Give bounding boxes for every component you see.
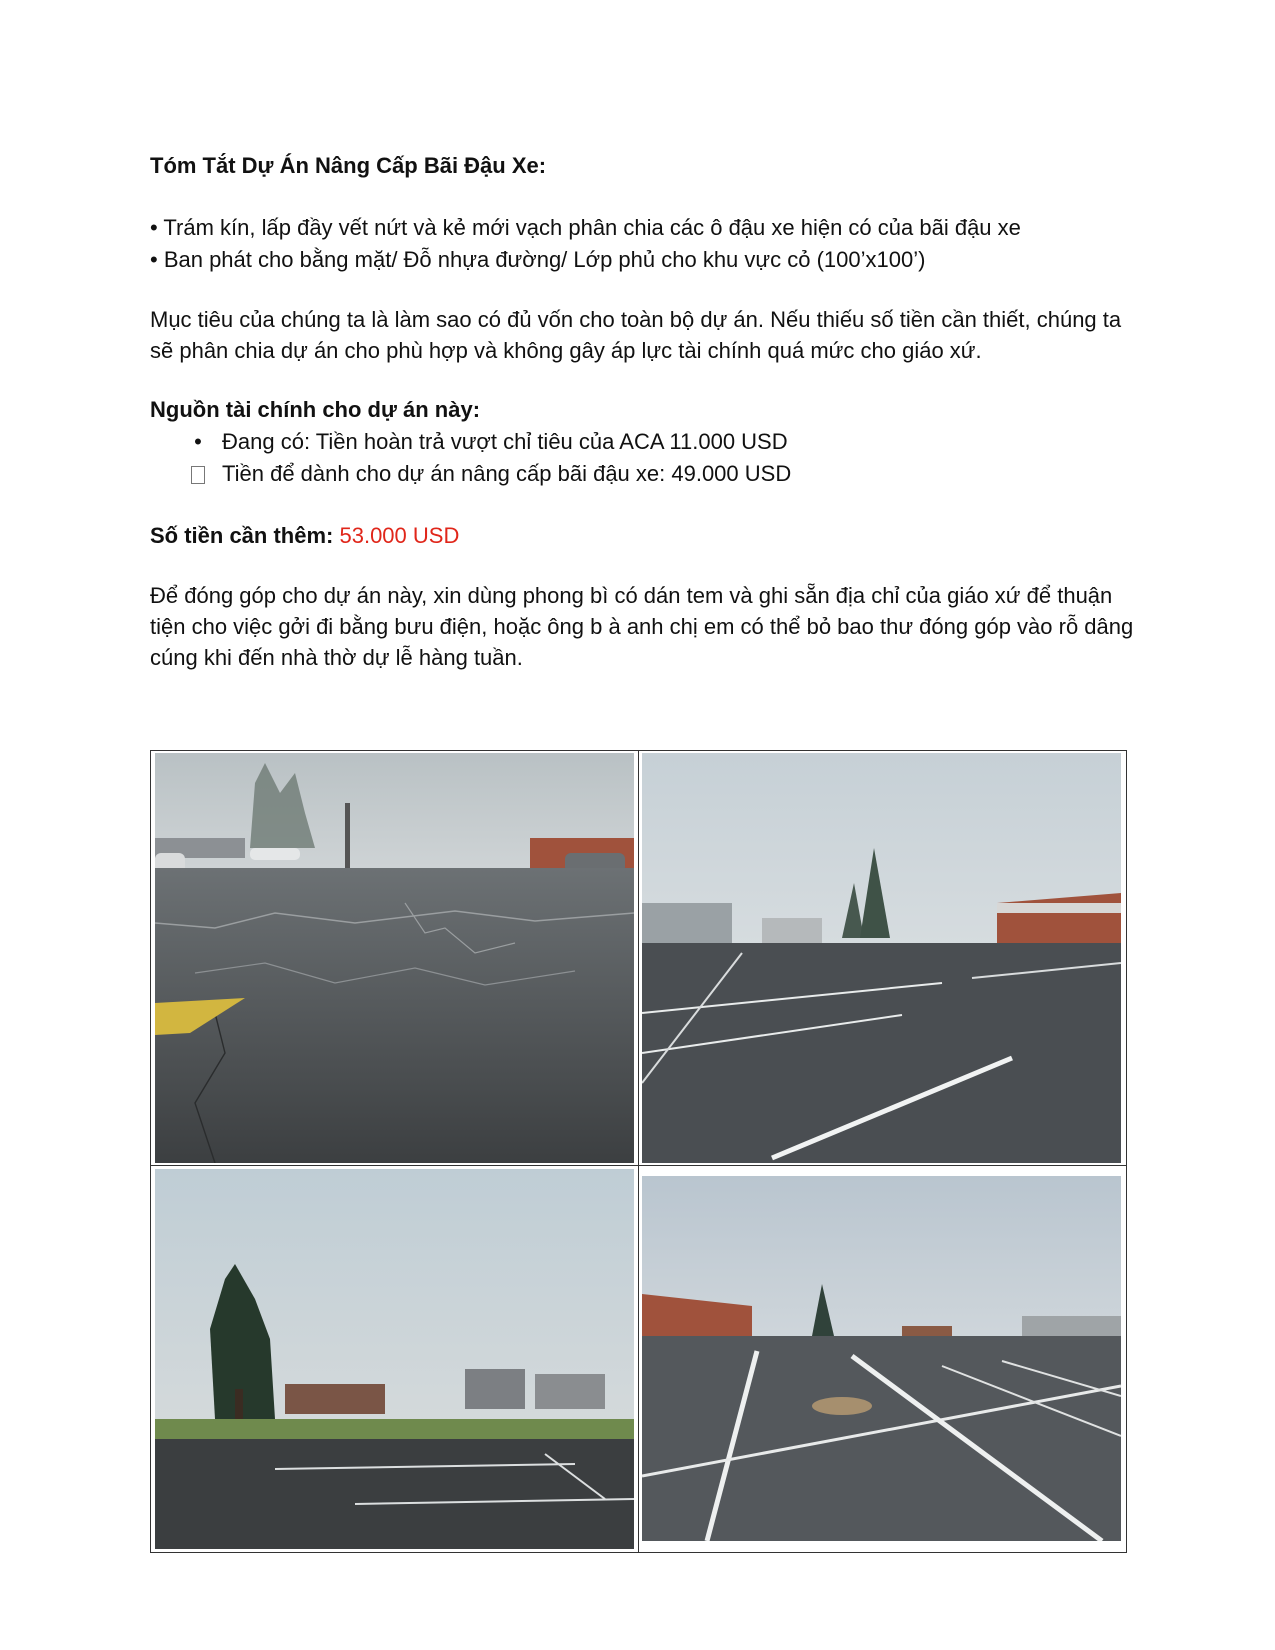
bullet-dot-icon: • bbox=[194, 429, 202, 454]
funding-list bbox=[150, 426, 1135, 490]
photo-lot-with-pothole bbox=[642, 1176, 1121, 1541]
contribution-paragraph: Để đóng góp cho dự án này, xin dùng phong bì có dán tem và ghi sẵn địa chỉ của giáo xứ để thuận tiện cho việc gởi đi bằng bưu điện, hoặc ông b à anh chị em có thể bỏ bao thư đóng góp vào rỗ dâng cúng khi đến nhà thờ dự lễ hàng tuần. bbox=[150, 583, 1134, 670]
photo-parking-lot-lines bbox=[642, 753, 1121, 1163]
funding-item: • Đang có: Tiền hoàn trả vượt chỉ tiêu của ACA 11.000 USD bbox=[150, 426, 1135, 458]
parking-lot-photo-grid bbox=[150, 750, 1127, 1553]
amount-needed bbox=[150, 520, 1135, 552]
photo-cracked-asphalt bbox=[155, 753, 634, 1163]
document-title: Tóm Tắt Dự Án Nâng Cấp Bãi Đậu Xe: bbox=[150, 153, 547, 178]
table-divider-vertical bbox=[638, 751, 639, 1552]
goal-paragraph: Mục tiêu của chúng ta là làm sao có đủ vốn cho toàn bộ dự án. Nếu thiếu số tiền cần thiết, chúng ta sẽ phân chia dự án cho phù hợp và không gây áp lực tài chính quá mức cho giáo xứ. bbox=[150, 307, 1122, 363]
bullet-item: • Trám kín, lấp đầy vết nứt và kẻ mới vạch phân chia các ô đậu xe hiện có của bãi đậu xe bbox=[150, 215, 1021, 240]
amount-needed-label: Số tiền cần thêm: bbox=[150, 523, 334, 548]
photo-grass-area-tree bbox=[155, 1169, 634, 1549]
project-bullets bbox=[150, 212, 1135, 276]
funding-item: Tiền để dành cho dự án nâng cấp bãi đậu xe: 49.000 USD bbox=[150, 458, 1135, 490]
amount-needed-value: 53.000 USD bbox=[339, 523, 460, 548]
bullet-item: • Ban phát cho bằng mặt/ Đỗ nhựa đường/ Lớp phủ cho khu vực cỏ (100’x100’) bbox=[150, 247, 926, 272]
funding-heading: Nguồn tài chính cho dự án này: bbox=[150, 397, 481, 422]
document-page bbox=[150, 140, 1135, 673]
missing-glyph-box-icon bbox=[186, 458, 210, 493]
table-divider-horizontal bbox=[151, 1165, 1126, 1166]
